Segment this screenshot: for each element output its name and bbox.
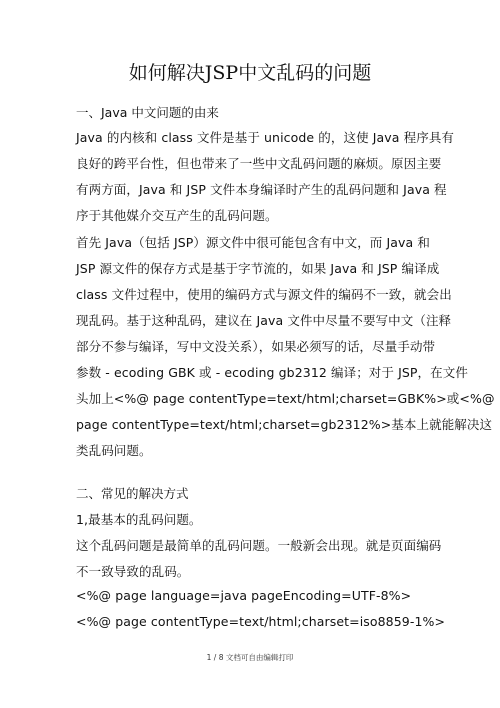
paragraph-line: 部分不参与编译，写中文没关系），如果必须写的话，尽量手动带	[76, 339, 436, 354]
document-title: 如何解决JSP中文乱码的问题	[128, 62, 372, 84]
paragraph-line: 类乱码问题。	[76, 443, 152, 458]
paragraph-line: 有两方面，Java 和 JSP 文件本身编译时产生的乱码问题和 Java 程	[76, 182, 447, 197]
paragraph-line: 参数 - ecoding GBK 或 - ecoding gb2312 编译；对于 JSP，在文件	[76, 365, 468, 380]
paragraph-line: 首先 Java（包括 JSP）源文件中很可能包含有中文，而 Java 和	[76, 235, 430, 250]
code-line: <%@ page language=java pageEncoding=UTF-8%>	[76, 588, 412, 603]
paragraph-line: 现乱码。基于这种乱码，建议在 Java 文件中尽量不要写中文（注释	[76, 313, 452, 328]
paragraph-line: Java 的内核和 class 文件是基于 unicode 的，这使 Java 程序具有	[76, 130, 455, 145]
paragraph-line: 头加上<%@ page contentType=text/html;charset=GBK%>或<%@	[76, 391, 495, 406]
paragraph-line: 序于其他媒介交互产生的乱码问题。	[76, 208, 278, 223]
paragraph-line: 不一致导致的乱码。	[76, 564, 190, 579]
page-footer: 1 / 8 文档可自由编辑打印	[206, 653, 294, 662]
code-line: <%@ page contentType=text/html;charset=iso8859-1%>	[76, 614, 446, 629]
paragraph-line: page contentType=text/html;charset=gb2312%>基本上就能解决这	[76, 417, 493, 432]
subheading-line: 1,最基本的乱码问题。	[76, 512, 202, 527]
section-heading-2: 二、常见的解决方式	[76, 486, 189, 501]
paragraph-line: class 文件过程中，使用的编码方式与源文件的编码不一致，就会出	[76, 287, 452, 302]
paragraph-line: 良好的跨平台性，但也带来了一些中文乱码问题的麻烦。原因主要	[76, 156, 442, 171]
paragraph-line: 这个乱码问题是最简单的乱码问题。一般新会出现。就是页面编码	[76, 538, 442, 553]
paragraph-line: JSP 源文件的保存方式是基于字节流的，如果 Java 和 JSP 编译成	[76, 261, 440, 276]
section-heading-1: 一、Java 中文问题的由来	[76, 105, 219, 120]
